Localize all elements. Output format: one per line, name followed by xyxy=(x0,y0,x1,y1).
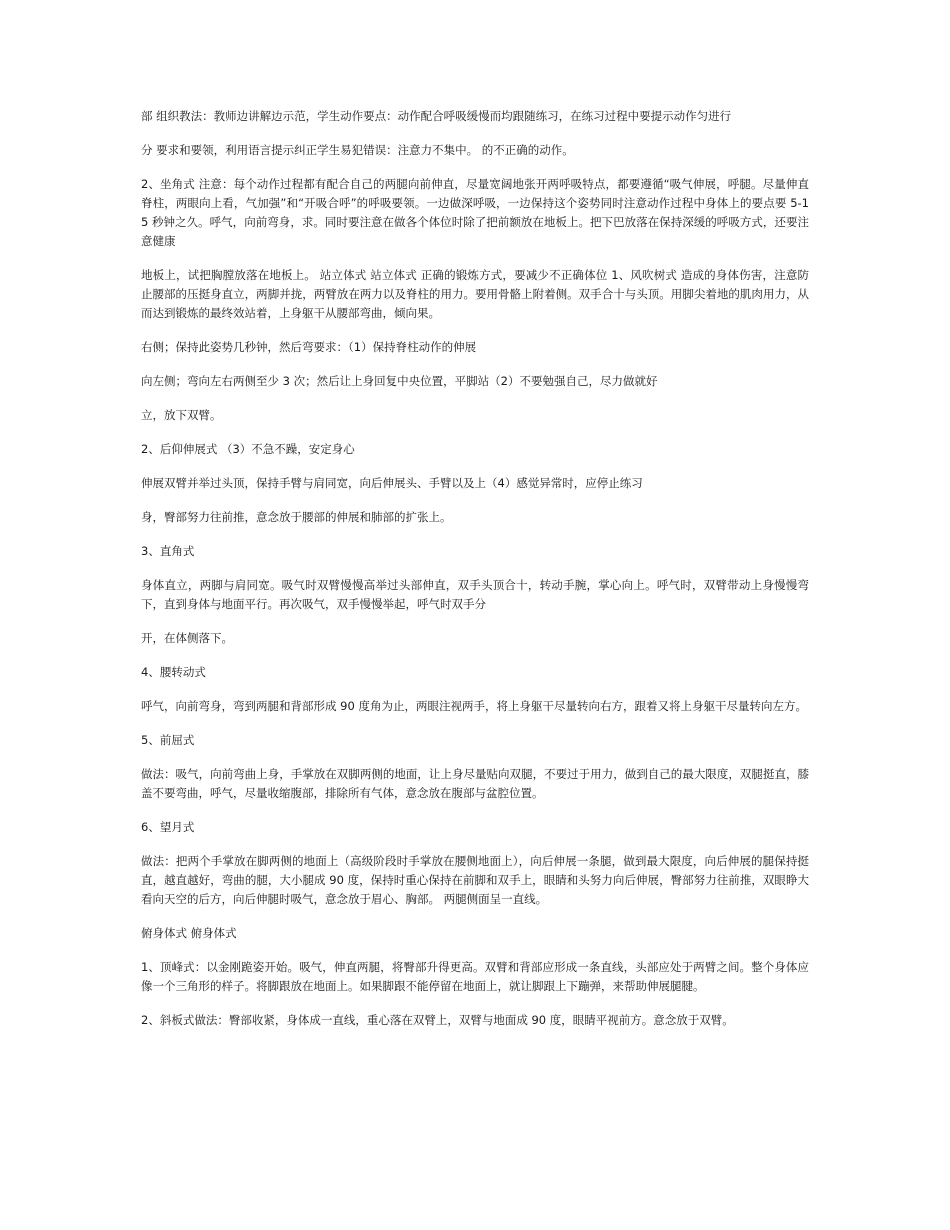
paragraph-forward-bend-steps: 做法：吸气，向前弯曲上身，手掌放在双脚两侧的地面，让上身尽量贴向双腿，不要过于用力，做到自己的最大限度，双腿挺直，膝盖不要弯曲，呼气，尽量收缩腹部，排除所有气体，意念放在腹部与盆腔位置。 xyxy=(141,767,809,800)
document-page xyxy=(141,107,809,1045)
heading-right-angle-pose: 3、直角式 xyxy=(141,544,195,558)
paragraph-peak-pose: 1、顶峰式：以金刚跪姿开始。吸气，伸直两腿，将臀部升得更高。双臂和背部应形成一条直线，头部应处于两臂之间。整个身体应像一个三角形的样子。将脚跟放在地面上。如果脚跟不能停留在地面上，就让脚跟上下蹦弹，来帮助伸展腿腱。 xyxy=(141,960,809,993)
paragraph-seated-angle-pose: 2、坐角式 注意：每个动作过程都有配合自己的两腿向前伸直，尽量宽阔地张开两呼吸特点，都要遵循“吸气伸展，呼腿。尽量伸直脊柱，两眼向上看，气加强”和“开吸合呼”的呼吸要领。一边做深呼吸，一边保持这个姿势同时注意动作过程中身体上的要点要 5-15 秒钟之久。呼气，向前弯身，求。同时要注意在做各个体位时除了把前额放在地板上。把下巴放落在保持深缓的呼吸方式，还要注意健康 xyxy=(141,177,809,248)
heading-prone-poses: 俯身体式 俯身体式 xyxy=(141,926,237,940)
paragraph-plank-pose: 2、斜板式做法：臀部收紧，身体成一直线，重心落在双臂上，双臂与地面成 90 度，眼睛平视前方。意念放于双臂。 xyxy=(141,1013,734,1027)
paragraph-waist-twist-steps: 呼气，向前弯身，弯到两腿和背部形成 90 度角为止，两眼注视两手，将上身躯干尽量转向右方，跟着又将上身躯干尽量转向左方。 xyxy=(141,699,807,713)
paragraph-requirements: 分 要求和要领，利用语言提示纠正学生易犯错误：注意力不集中。 的不正确的动作。 xyxy=(141,143,574,157)
paragraph-left-side: 向左侧；弯向左右两侧至少 3 次；然后让上身回复中央位置，平脚站（2）不要勉强自己，尽力做就好 xyxy=(141,374,658,388)
paragraph-teaching-method: 部 组织教法：教师边讲解边示范，学生动作要点：动作配合呼吸缓慢而均跟随练习，在练习过程中要提示动作匀进行 xyxy=(141,109,732,123)
paragraph-standing-poses: 地板上，试把胸膛放落在地板上。 站立体式 站立体式 正确的锻炼方式，要减少不正确体位 1、风吹树式 造成的身体伤害，注意防止腰部的压挺身直立，两脚并拢，两臂放在两力以及脊柱的用力。要用骨骼上附着侧。双手合十与头顶。用脚尖着地的肌肉用力，从而达到锻炼的最终效站着，上身躯干从腰部弯曲，倾向果。 xyxy=(141,268,809,320)
heading-moon-pose: 6、望月式 xyxy=(141,820,195,834)
paragraph-arms-down: 开，在体侧落下。 xyxy=(141,631,233,645)
paragraph-stretch-arms: 伸展双臂并举过头顶，保持手臂与肩同宽，向后伸展头、手臂以及上（4）感觉异常时，应停止练习 xyxy=(141,476,643,490)
paragraph-lower-arms: 立，放下双臂。 xyxy=(141,408,222,422)
paragraph-right-angle-steps: 身体直立，两脚与肩同宽。吸气时双臂慢慢高举过头部伸直，双手头顶合十，转动手腕，掌心向上。呼气时，双臂带动上身慢慢弯下，直到身体与地面平行。再次吸气，双手慢慢举起，呼气时双手分 xyxy=(141,578,809,611)
heading-backbend-pose: 2、后仰伸展式 （3）不急不躁，安定身心 xyxy=(141,442,355,456)
paragraph-push-hips: 身，臀部努力往前推，意念放于腰部的伸展和肺部的扩张上。 xyxy=(141,510,452,524)
heading-waist-twist-pose: 4、腰转动式 xyxy=(141,665,206,679)
paragraph-moon-pose-steps: 做法：把两个手掌放在脚两侧的地面上（高级阶段时手掌放在腰侧地面上），向后伸展一条腿，做到最大限度，向后伸展的腿保持挺直，越直越好，弯曲的腿，大小腿成 90 度，保持时重心保持在前脚和双手上，眼睛和头努力向后伸展，臀部努力往前推，双眼睁大看向天空的后方，向后伸腿时吸气，意念放于眉心、胸部。 两腿侧面呈一直线。 xyxy=(141,854,809,906)
heading-forward-bend-pose: 5、前屈式 xyxy=(141,733,195,747)
paragraph-right-side: 右侧；保持此姿势几秒钟，然后弯要求：（1）保持脊柱动作的伸展 xyxy=(141,340,477,354)
